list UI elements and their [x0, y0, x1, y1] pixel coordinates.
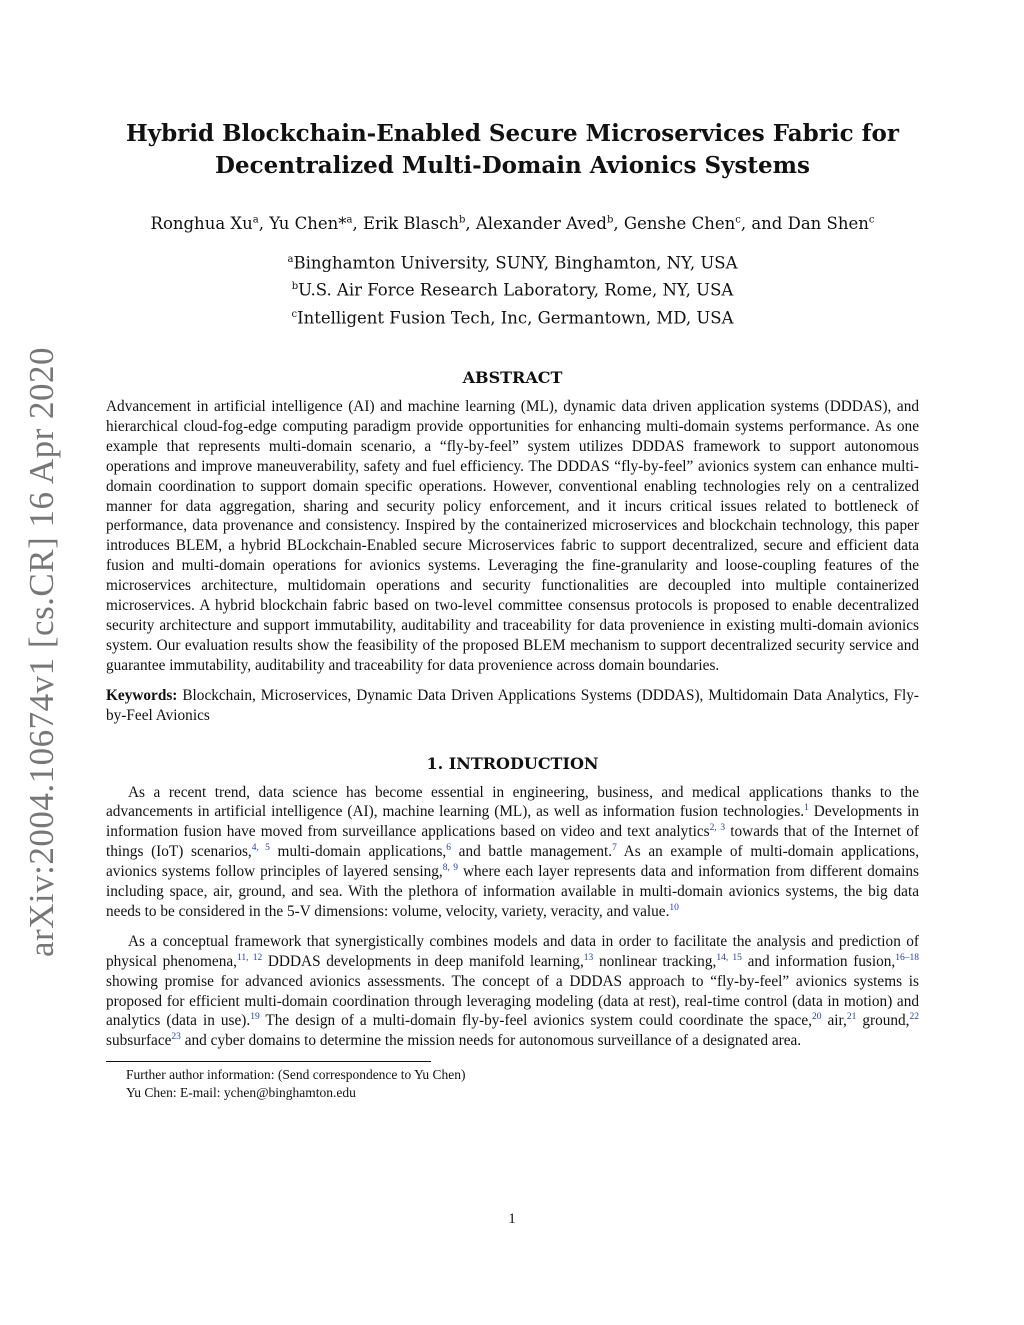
- citation-link[interactable]: 23: [171, 1032, 181, 1043]
- keywords-label: Keywords:: [106, 686, 178, 704]
- affiliation: $^b$U.S. Air Force Research Laboratory, Rome, NY, USA: [291, 280, 734, 300]
- footnote-email: Yu Chen: E-mail: ychen@binghamton.edu: [126, 1085, 356, 1101]
- affiliation: $^a$Binghamton University, SUNY, Binghamton, NY, USA: [287, 253, 738, 272]
- citation-link[interactable]: 8, 9: [442, 863, 459, 874]
- intro-paragraph-1: As a recent trend, data science has become essential in engineering, business, and medical applications thanks to the advancements in artificial intelligence (AI), machine learning (ML), as well as information fusion technologies.$^1$ Developments in information fusion have moved from surveillance applications based on video and text analytics$^{2, 3}$ towards that of the Internet of things (IoT) scenarios,$^{4, 5}$ multi-domain applications,$^6$ and battle management.$^7$ As an example of multi-domain applications, avionics systems follow principles of layered sensing,$^{8, 9}$ where each layer represents data and information from different domains including space, air, ground, and sea. With the plethora of information available in multi-domain avionics systems, the big data needs to be considered in the 5-V dimensions: volume, velocity, variety, veracity, and value.$^{10}$: [106, 783, 920, 920]
- keywords: [106, 686, 919, 726]
- citation-link[interactable]: 16–18: [895, 952, 920, 963]
- citation-link[interactable]: 10: [669, 902, 679, 913]
- author: Genshe Chen$^c$, and: [623, 213, 788, 233]
- citation-link[interactable]: 13: [583, 952, 594, 963]
- author: Dan Shen$^c$: [787, 213, 875, 233]
- citation-link[interactable]: 11, 12: [236, 952, 263, 963]
- abstract-heading: ABSTRACT: [462, 368, 563, 387]
- intro-paragraph-2: As a conceptual framework that synergistically combines models and data in order to facilitate the analysis and prediction of physical phenomena,$^{11, 12}$ DDDAS developments in deep manifold learning,$^{13}$ nonlinear tracking,$^{14, 15}$ and information fusion,$^{16-18}$ showing promise for advanced avionics assessments. The concept of a DDDAS approach to “fly-by-feel” avionics systems is proposed for efficient multi-domain coordination through leveraging modeling (data at rest), real-time control (data in motion) and analytics (data in use).$^{19}$ The design of a multi-domain fly-by-feel avionics system could coordinate the space,$^{20}$ air,$^{21}$ ground,$^{22}$ subsurface$^{23}$ and cyber domains to determine the mission needs for autonomous surveillance of a designated area.: [106, 932, 920, 1050]
- citation-link[interactable]: 6: [446, 843, 451, 854]
- citation-link[interactable]: 4, 5: [251, 843, 270, 854]
- author: Ronghua Xu$^a$,: [150, 213, 270, 233]
- citation-link[interactable]: 2, 3: [709, 823, 726, 834]
- introduction-heading: 1. INTRODUCTION: [426, 753, 599, 773]
- citation-link[interactable]: 19: [250, 1012, 260, 1023]
- page-number: 1: [508, 1211, 516, 1227]
- author: Erik Blasch$^b$,: [362, 213, 476, 233]
- title-line-1: Hybrid Blockchain-Enabled Secure Microservices Fabric for: [126, 120, 899, 147]
- affiliation: $^c$Intelligent Fusion Tech, Inc, Germantown, MD, USA: [291, 308, 734, 327]
- citation-link[interactable]: 1: [804, 803, 809, 814]
- author: Yu Chen*$^a$,: [269, 213, 363, 233]
- paper-page: [106, 118, 919, 1102]
- abstract-text: Advancement in artificial intelligence (AI) and machine learning (ML), dynamic data driven application systems (DDDAS), and hierarchical cloud-fog-edge computing paradigm provide opportunities for enhancing multi-domain systems performance. As one example that represents multi-domain scenario, a “fly-by-feel” system utilizes DDDAS framework to support autonomous operations and improve maneuverability, safety and fuel efficiency. The DDDAS “fly-by-feel” avionics system can enhance multi-domain coordination to support domain specific operations. However, conventional enabling technologies rely on a centralized manner for data aggregation, sharing and security policy enforcement, and it incurs critical issues related to bottleneck of performance, data provenance and consistency. Inspired by the containerized microservices and blockchain technology, this paper introduces BLEM, a hybrid BLockchain-Enabled secure Microservices fabric to support decentralized, secure and efficient data fusion and multi-domain operations for avionics systems. Leveraging the fine-granularity and loose-coupling features of the microservices architecture, multidomain operations and security functionalities are decoupled into multiple containerized microservices. A hybrid blockchain fabric based on two-level committee consensus protocols is proposed to enable decentralized security architecture and support immutability, auditability and traceability for data provenience in existing multi-domain avionics system. Our evaluation results show the feasibility of the proposed BLEM mechanism to support decentralized security service and guarantee immutability, auditability and traceability for data provenience across domain boundaries.: [106, 398, 919, 674]
- keywords-text: Blockchain, Microservices, Dynamic Data Driven Applications Systems (DDDAS), Multidomain Data Analytics, Fly-by-Feel Avionics: [106, 686, 920, 724]
- citation-link[interactable]: 7: [612, 843, 617, 854]
- paper-title: [106, 118, 919, 182]
- author: Alexander Aved$^b$,: [475, 213, 624, 233]
- arxiv-sidebar: [14, 346, 70, 958]
- citation-link[interactable]: 22: [909, 1012, 919, 1023]
- citation-link[interactable]: 20: [811, 1012, 822, 1023]
- author-list: [106, 208, 919, 236]
- citation-link[interactable]: 21: [846, 1012, 857, 1023]
- affiliation-list: [106, 248, 919, 331]
- footnote-correspondence: Further author information: (Send correspondence to Yu Chen): [126, 1067, 466, 1083]
- citation-link[interactable]: 14, 15: [716, 952, 742, 963]
- arxiv-stamp: arXiv:2004.10674v1 [cs.CR] 16 Apr 2020: [22, 346, 61, 958]
- title-line-2: Decentralized Multi-Domain Avionics Systems: [215, 152, 810, 179]
- footnote-divider: [106, 1061, 431, 1062]
